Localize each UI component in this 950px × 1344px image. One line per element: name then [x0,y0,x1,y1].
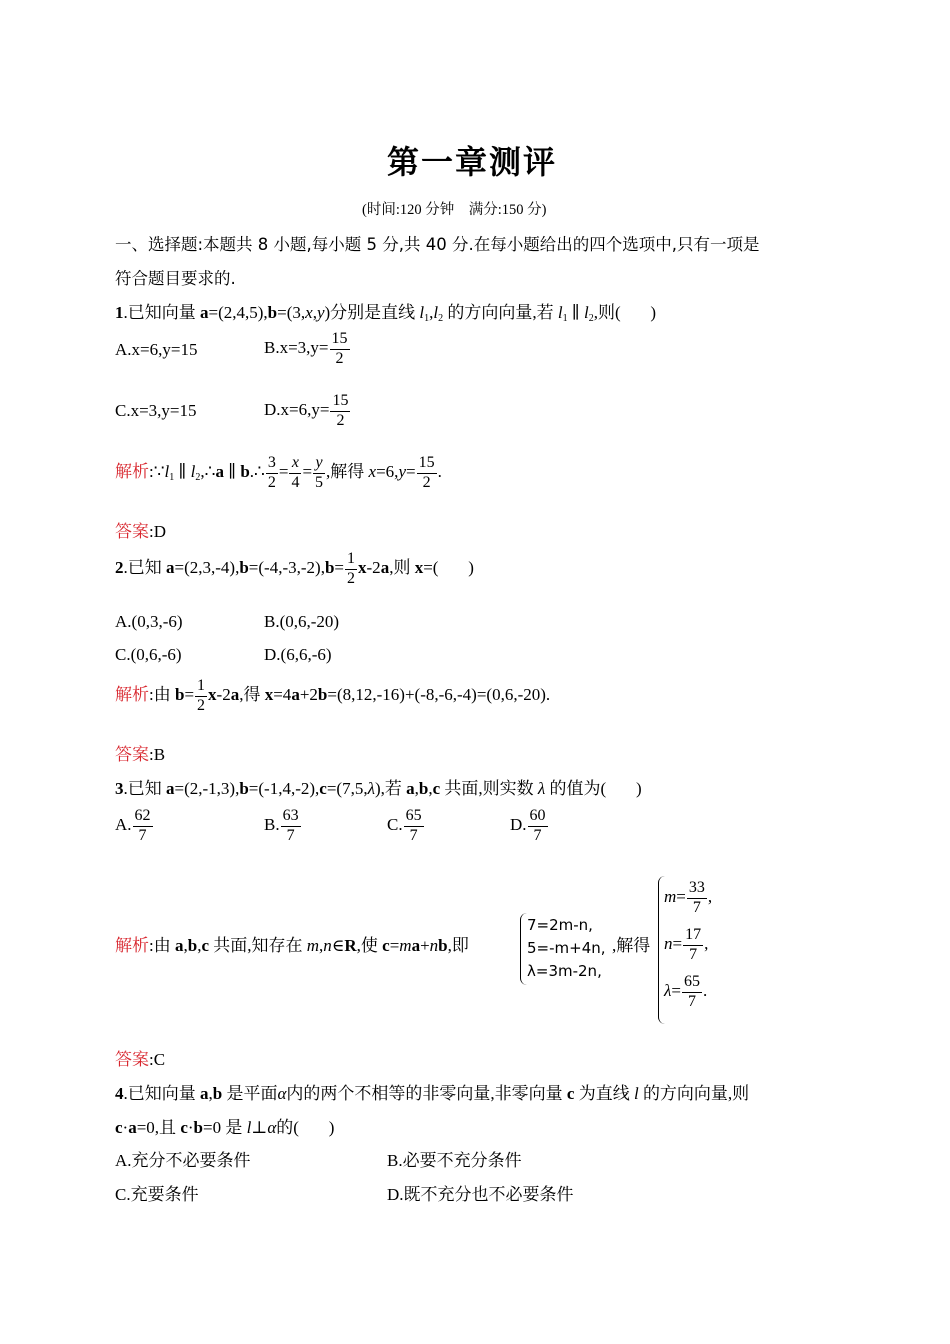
q4-option-a[interactable]: A.充分不必要条件 [115,1151,251,1170]
q1-option-c[interactable]: C.x=3,y=15 [115,401,197,420]
q1-analysis: 解析$:\because l_1$ ∥ $l_2,\therefore a$ ∥ b.∴ $\frac{3}{2}$ = $\frac{x}{4}$ = $\frac{y}{5}$ ,解得 x=6,y= $\frac{15}{2}$ . [115,454,442,491]
q2-option-a[interactable]: A.(0,3,-6) [115,612,183,631]
question-4-stem-line1: 4.已知向量 a,b 是平面α内的两个不相等的非零向量,非零向量 c 为直线 l 的方向向量,则 [115,1084,750,1103]
solve-text: ,解得 [612,936,651,955]
q3-analysis-text: 解析:由 a,b,c 共面,知存在 m,n∈R,使 c=ma+nb,即 [115,936,469,956]
q3-option-a[interactable]: A. $\frac{62}{7}$ [115,807,151,844]
equation-system: 7=2m-n, 5=-m+4n, λ=3m-2n, [527,916,606,980]
page-title: 第一章测评 [387,144,558,180]
exam-info [362,198,546,219]
solution-n: n= $\frac{17}{7}$ , [664,926,709,963]
question-4-stem-line2: c·a=0,且 c·b=0 是 l⊥α的( ) [115,1118,335,1137]
solution-lambda: λ= $\frac{65}{7}$ . [664,973,708,1010]
q1-option-a[interactable]: A.x=6,y=15 [115,340,198,359]
question-3-stem: 3.已知 a=(2,-1,3),b=(-1,4,-2),c=(7,5,λ),若 a,b,c 共面,则实数 λ 的值为( ) [115,779,642,798]
q3-answer: 答案:C [115,1050,166,1070]
q3-option-b[interactable]: B. $\frac{63}{7}$ [264,807,299,844]
system-brace [520,913,527,985]
q1-answer: 答案:D [115,522,166,542]
q2-option-c[interactable]: C.(0,6,-6) [115,645,182,664]
q4-option-b[interactable]: B.必要不充分条件 [387,1151,522,1170]
time-limit: (时间:120 分钟 [362,202,455,218]
q1-option-b[interactable]: B.x=3,y= $\frac{15}{2}$ [264,330,348,367]
q3-option-c[interactable]: C. $\frac{65}{7}$ [387,807,422,844]
q2-answer: 答案:B [115,745,166,765]
question-2-stem: 2.已知 a=(2,3,-4),b=(-4,-3,-2),b= $\frac{1}{2}$ x-2a,则 x=( ) [115,550,474,587]
q2-analysis: 解析:由 b= $\frac{1}{2}$ x-2a,得 x=4a+2b=(8,12,-16)+(-8,-6,-4)=(0,6,-20). [115,677,551,714]
q4-option-d[interactable]: D.既不充分也不必要条件 [387,1185,574,1204]
solution-m: m= $\frac{33}{7}$ , [664,879,713,916]
analysis-label: 解析 [115,462,149,483]
q2-option-b[interactable]: B.(0,6,-20) [264,612,340,631]
q2-option-d[interactable]: D.(6,6,-6) [264,645,332,664]
section-header-line1: 一、选择题:本题共 8 小题,每小题 5 分,共 40 分.在每小题给出的四个选项中,只有一项是 [115,235,760,254]
question-1-stem: 1.已知向量 a=(2,4,5),b=(3,x,y)分别是直线 $l_1,l_2$ 的方向向量,若 $l_1$ ∥ $l_2$,则( ) [115,303,657,324]
section-header-line2: 符合题目要求的. [115,269,236,288]
q4-option-c[interactable]: C.充要条件 [115,1185,199,1204]
q1-option-d[interactable]: D.x=6,y= $\frac{15}{2}$ [264,392,349,429]
full-score: 满分:150 分) [468,202,547,218]
q3-option-d[interactable]: D. $\frac{60}{7}$ [510,807,546,844]
